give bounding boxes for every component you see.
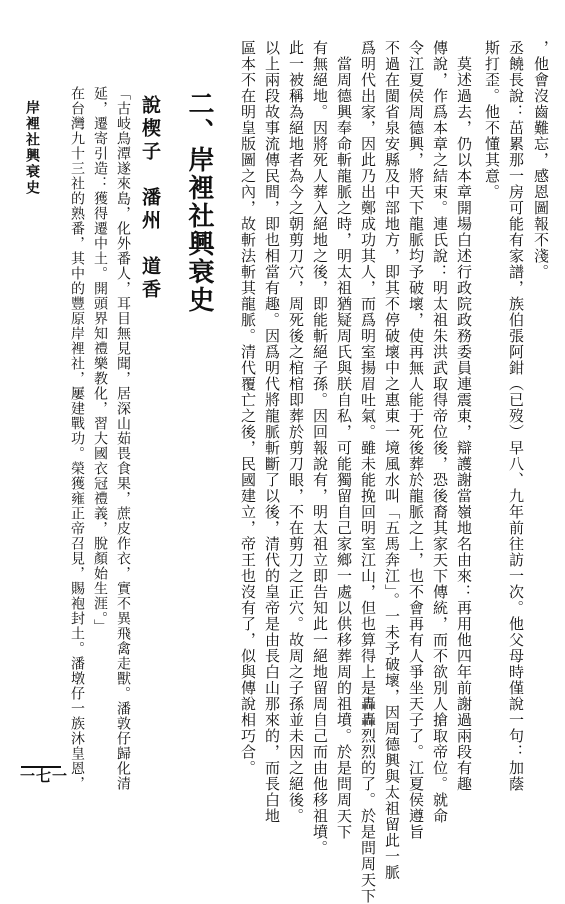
running-footer: 岸裡社興衰史: [24, 100, 40, 196]
quote-column: 延，遷寄引造：獲得遷中土。開頭界知禮樂教化，習大國衣冠禮義，脫顏始生涯。」: [92, 86, 108, 634]
poem-title: 說楔子 潘州 道香: [139, 95, 161, 302]
text-column: 爲明代出家，因此乃出鄭成功其人，而爲明室揚眉吐氣。雖未能挽回明室江山，但也算得上是轟轟烈烈的了。於是問周天下: [359, 40, 377, 904]
quote-column: 在台灣九十三社的熟番，其中的豐原岸裡社，屢建戰功。榮獲雍正帝召見，賜袍封土。潘墩仔一族沐皇恩，: [69, 86, 85, 791]
page-number: 一七一: [20, 767, 69, 785]
quote-column: 「古岐鳥潭遂來島，化外番人，耳目無見聞，居深山茹畏食果，蔗皮作衣，實不異飛禽走獸。潘敦仔歸化清: [115, 86, 131, 791]
text-column: 莫述過去，仍以本章開場白述行政院政務委員連震東，辯護謝當嶺地名由來：再用他四年前謝過兩段有趣: [455, 40, 473, 792]
text-column: 丞饒長說：茁累那一房可能有家譜，族伯張阿鉗（已歿）早八、九年前往訪一次。他父母時僅說一句：加蔭: [507, 40, 525, 792]
text-column: 有無絕地。因將死人葬入絕地之後，即能斬絕子孫。因回報說有，明太祖立即告知此一絕地留周自己而由他移祖墳。: [311, 40, 329, 856]
text-column: 不過在閩省泉安縣及中部地方，即其不停破壞中之惠東一境風水叫「五馬奔江」。一未予破壞，因周德興與太祖留此一脈: [383, 40, 401, 881]
text-column: 令江夏侯周德興，將天下龍脈均予破壞，使再無人能于死後葬於龍脈之上，也不會再有人爭坐天子了。江夏侯遵旨: [407, 40, 425, 840]
chapter-title: 二、岸裡社興衰史: [184, 90, 214, 314]
text-column: 當周德興奉命斬龍脈之時，明太祖猶疑周氏與朕自私，可能獨留自己家鄉一處以供移葬周的祖墳。於是問周天下: [335, 40, 353, 840]
text-column: 斯打歪。他不懂其意。: [483, 40, 501, 200]
text-column: ，他會沒齒難忘，感恩圖報不淺。: [532, 40, 550, 280]
text-column: 區本不在明皇版圖之內，故斬法斬其龍脈。清代覆亡之後，民國建立，帝王也沒有了，似與傳說相巧合。: [239, 40, 257, 776]
text-column: 傳說，作爲本章之結束。連氏說：明太祖朱洪武取得帝位後，恐後裔其家天下傳統，而不欲別人搶取帝位。就命: [431, 40, 449, 824]
text-column-spacer: [211, 40, 231, 80]
text-column: 此一被稱為絕地者為今之朝剪刀穴，周死後之棺棺即葬於剪刀眼，不在剪刀之正穴。故周之子孫並未因之絕後。: [287, 40, 305, 824]
text-column: 以上兩段故事流傳民間，即也相當有趣。因爲明代將龍脈斬斷了以後，清代的皇帝是由長白山那來的，而長白地: [263, 40, 281, 824]
